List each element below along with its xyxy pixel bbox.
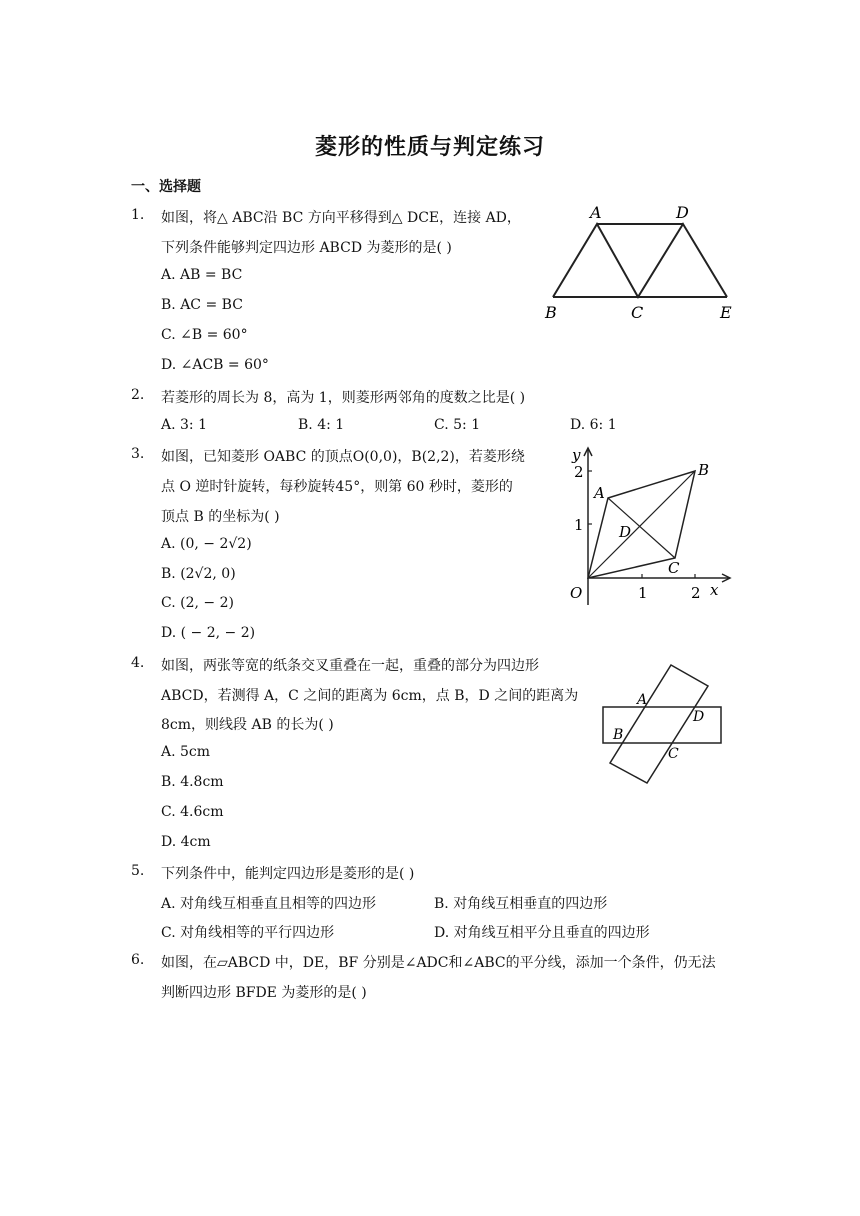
q2-option-d: D. 6: 1 bbox=[570, 417, 617, 433]
q3-text-line3: 顶点 B 的坐标为( ) bbox=[161, 509, 280, 525]
q3-label-c: C bbox=[668, 559, 680, 577]
q3-label-y: y bbox=[572, 446, 581, 464]
q4-option-b: B. 4.8cm bbox=[161, 774, 224, 790]
q5-option-a: A. 对角线互相垂直且相等的四边形 bbox=[161, 896, 377, 912]
q3-tick-y1: 1 bbox=[574, 516, 584, 534]
q2-option-b: B. 4: 1 bbox=[298, 417, 345, 433]
q4-option-a: A. 5cm bbox=[161, 744, 211, 760]
page-title: 菱形的性质与判定练习 bbox=[314, 135, 545, 160]
q1-label-c: C bbox=[631, 303, 644, 322]
q4-figure bbox=[595, 660, 735, 785]
q3-text-line2: 点 O 逆时针旋转，每秒旋转45°，则第 60 秒时，菱形的 bbox=[161, 479, 513, 495]
q5-option-d: D. 对角线互相平分且垂直的四边形 bbox=[434, 925, 650, 941]
q1-option-c: C. ∠B = 60° bbox=[161, 327, 248, 343]
q3-option-d: D. ( − 2, − 2) bbox=[161, 625, 256, 641]
q5-number: 5. bbox=[131, 863, 145, 879]
q1-option-b: B. AC = BC bbox=[161, 297, 243, 313]
q3-tick-x2: 2 bbox=[691, 584, 701, 602]
q1-number: 1. bbox=[131, 207, 145, 223]
q1-text-line2: 下列条件能够判定四边形 ABCD 为菱形的是( ) bbox=[161, 240, 452, 256]
q5-option-b: B. 对角线互相垂直的四边形 bbox=[434, 896, 608, 912]
q1-text-line1: 如图，将△ ABC沿 BC 方向平移得到△ DCE，连接 AD， bbox=[161, 210, 521, 226]
q3-option-a: A. (0, − 2√2) bbox=[161, 536, 252, 552]
q2-number: 2. bbox=[131, 387, 145, 403]
section-heading: 一、选择题 bbox=[131, 179, 201, 195]
q3-tick-y2: 2 bbox=[574, 463, 584, 481]
q5-text-line1: 下列条件中，能判定四边形是菱形的是( ) bbox=[161, 866, 415, 882]
q1-label-b: B bbox=[545, 303, 557, 322]
q3-label-a: A bbox=[594, 484, 605, 502]
q3-option-c: C. (2, − 2) bbox=[161, 595, 234, 611]
q4-label-d: D bbox=[693, 709, 705, 725]
q2-option-a: A. 3: 1 bbox=[161, 417, 207, 433]
q4-text-line1: 如图，两张等宽的纸条交叉重叠在一起，重叠的部分为四边形 bbox=[161, 658, 539, 674]
q1-label-e: E bbox=[720, 303, 732, 322]
q3-label-o: O bbox=[570, 584, 583, 602]
q6-text-line2: 判断四边形 BFDE 为菱形的是( ) bbox=[161, 985, 367, 1001]
q4-label-c: C bbox=[668, 746, 679, 762]
q3-label-b: B bbox=[698, 461, 710, 479]
q1-option-d: D. ∠ACB = 60° bbox=[161, 357, 269, 373]
q4-option-d: D. 4cm bbox=[161, 834, 211, 850]
q2-option-c: C. 5: 1 bbox=[434, 417, 481, 433]
q6-number: 6. bbox=[131, 952, 145, 968]
q3-label-d: D bbox=[619, 523, 632, 541]
q1-label-a: A bbox=[590, 203, 602, 222]
q4-label-a: A bbox=[637, 692, 648, 708]
q3-label-x: x bbox=[710, 581, 719, 599]
q6-text-line1: 如图，在▱ABCD 中，DE，BF 分别是∠ADC和∠ABC的平分线，添加一个条件，仍无法 bbox=[161, 955, 716, 971]
q3-figure bbox=[550, 440, 740, 610]
q4-number: 4. bbox=[131, 655, 145, 671]
q4-label-b: B bbox=[613, 727, 624, 743]
q1-label-d: D bbox=[676, 203, 689, 222]
q4-text-line2: ABCD，若测得 A，C 之间的距离为 6cm，点 B，D 之间的距离为 bbox=[161, 688, 579, 704]
q4-text-line3: 8cm，则线段 AB 的长为( ) bbox=[161, 717, 334, 733]
q4-option-c: C. 4.6cm bbox=[161, 804, 224, 820]
q3-option-b: B. (2√2, 0) bbox=[161, 566, 236, 582]
q1-figure bbox=[540, 200, 740, 325]
q1-option-a: A. AB = BC bbox=[161, 267, 243, 283]
q3-text-line1: 如图，已知菱形 OABC 的顶点O(0,0)，B(2,2)，若菱形绕 bbox=[161, 449, 525, 465]
q2-text-line1: 若菱形的周长为 8，高为 1，则菱形两邻角的度数之比是( ) bbox=[161, 390, 526, 406]
q5-option-c: C. 对角线相等的平行四边形 bbox=[161, 925, 335, 941]
q3-tick-x1: 1 bbox=[638, 584, 648, 602]
q3-number: 3. bbox=[131, 446, 145, 462]
